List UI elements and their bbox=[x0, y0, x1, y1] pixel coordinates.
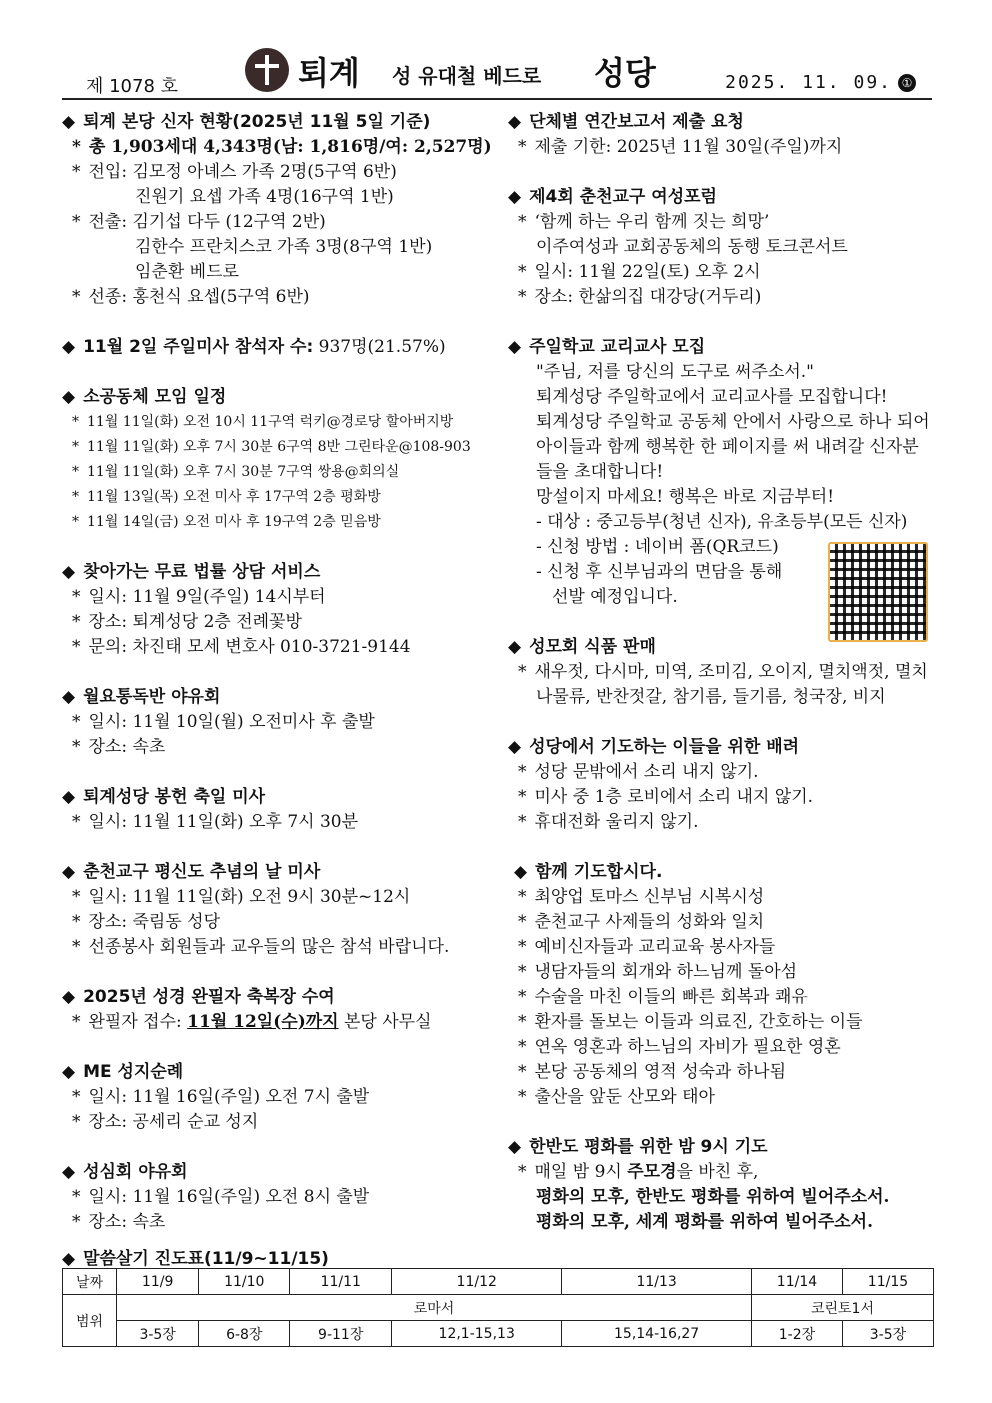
date-cell: 11/10 bbox=[199, 1269, 290, 1295]
section-title: ◆ 성모회 식품 판매 bbox=[508, 635, 938, 660]
list-item: * 장소: 죽림동 성당 bbox=[62, 910, 502, 935]
table-row bbox=[63, 1269, 934, 1295]
section-title: ◆ 단체별 연간보고서 제출 요청 bbox=[508, 110, 938, 135]
chapter-cell: 15,14-16,27 bbox=[562, 1321, 752, 1347]
section-title: ◆ 퇴계성당 봉헌 축일 미사 bbox=[62, 785, 502, 810]
list-item: * 일시: 11월 22일(토) 오후 2시 bbox=[508, 260, 938, 285]
list-item: * 제출 기한: 2025년 11월 30일(주일)까지 bbox=[508, 135, 938, 160]
row-label: 범위 bbox=[63, 1295, 117, 1347]
section-title: ◆ 성당에서 기도하는 이들을 위한 배려 bbox=[508, 735, 938, 760]
list-item: * 일시: 11월 9일(주일) 14시부터 bbox=[62, 585, 502, 610]
date-cell: 11/14 bbox=[751, 1269, 842, 1295]
list-item: * 미사 중 1층 로비에서 소리 내지 않기. bbox=[508, 785, 938, 810]
chapter-cell: 9-11장 bbox=[290, 1321, 392, 1347]
small-community-schedule bbox=[62, 385, 502, 535]
me-pilgrimage bbox=[62, 1060, 502, 1135]
chapter-cell: 1-2장 bbox=[751, 1321, 842, 1347]
list-item: * 11월 11일(화) 오전 10시 11구역 럭키@경로당 할아버지방 bbox=[62, 410, 502, 435]
date-cell: 11/15 bbox=[842, 1269, 933, 1295]
move-out-3: 임춘환 베드로 bbox=[135, 262, 239, 282]
list-item: * 11월 11일(화) 오후 7시 30분 6구역 8반 그린타운@108-903 bbox=[62, 435, 502, 460]
parishioner-status bbox=[62, 110, 502, 310]
move-in-2: 진원기 요셉 가족 4명(16구역 1반) bbox=[135, 187, 394, 207]
chapter-cell: 3-5장 bbox=[842, 1321, 933, 1347]
list-item: * 춘천교구 사제들의 성화와 일치 bbox=[508, 910, 938, 935]
left-column bbox=[62, 110, 502, 1260]
sacred-heart-picnic bbox=[62, 1160, 502, 1235]
text-line: - 신청 방법 : 네이버 폼(QR코드) bbox=[536, 537, 779, 557]
date-text: 2025. 11. 09. bbox=[725, 72, 892, 93]
book-cell: 코린토1서 bbox=[751, 1295, 933, 1321]
list-item: * 11월 14일(금) 오전 미사 후 19구역 2층 믿음방 bbox=[62, 510, 502, 535]
mass-attendance bbox=[62, 335, 502, 360]
page-mark: ① bbox=[898, 74, 916, 92]
total-count: * 총 1,903세대 4,343명(남: 1,816명/여: 2,527명) bbox=[62, 135, 502, 160]
memorial-mass bbox=[62, 860, 502, 960]
bulletin-header bbox=[62, 46, 932, 100]
text-line: 들을 초대합니다! bbox=[536, 462, 664, 482]
list-item: * 일시: 11월 11일(화) 오후 7시 30분 bbox=[62, 810, 502, 835]
attendance-value: 937명(21.57%) bbox=[318, 337, 446, 357]
legal-consultation bbox=[62, 560, 502, 660]
prayer-name: 주모경 bbox=[627, 1162, 677, 1182]
peace-prayer bbox=[508, 1135, 938, 1235]
list-item: * 냉담자들의 회개와 하느님께 돌아섬 bbox=[508, 960, 938, 985]
list-item: * 11월 11일(화) 오후 7시 30분 7구역 쌍용@회의실 bbox=[62, 460, 502, 485]
list-item: * 일시: 11월 11일(화) 오전 9시 30분~12시 bbox=[62, 885, 502, 910]
list-item: * 선종봉사 회원들과 교우들의 많은 참석 바랍니다. bbox=[62, 935, 502, 960]
qr-code-icon[interactable] bbox=[828, 542, 928, 642]
cross-logo-icon bbox=[245, 48, 289, 92]
chapter-cell: 12,1-15,13 bbox=[392, 1321, 562, 1347]
move-in: * 전입: 김모정 아녜스 가족 2명(5구역 6반) bbox=[62, 160, 502, 185]
section-title: ◆ 찾아가는 무료 법률 상담 서비스 bbox=[62, 560, 502, 585]
deadline: 11월 12일(수)까지 bbox=[187, 1012, 339, 1032]
move-out: * 전출: 김기섭 다두 (12구역 2반) bbox=[62, 210, 502, 235]
list-item: * 연옥 영혼과 하느님의 자비가 필요한 영혼 bbox=[508, 1035, 938, 1060]
list-item: * 일시: 11월 16일(주일) 오전 7시 출발 bbox=[62, 1085, 502, 1110]
text-line: 망설이지 마세요! 행복은 바로 지금부터! bbox=[536, 487, 835, 507]
prayer-line: 평화의 모후, 한반도 평화를 위하여 빌어주소서. bbox=[536, 1187, 890, 1207]
label: 완필자 접수: bbox=[88, 1012, 182, 1032]
row-label: 날짜 bbox=[63, 1269, 117, 1295]
right-column bbox=[508, 110, 938, 1260]
section-title: ◆ 주일학교 교리교사 모집 bbox=[508, 335, 938, 360]
date-cell: 11/11 bbox=[290, 1269, 392, 1295]
prayer-etiquette bbox=[508, 735, 938, 835]
list-item: * 11월 13일(목) 오전 미사 후 17구역 2층 평화방 bbox=[62, 485, 502, 510]
list-item bbox=[508, 1160, 938, 1185]
issue-date bbox=[725, 72, 916, 93]
text-line: 퇴계성당 주일학교에서 교리교사를 모집합니다! bbox=[536, 387, 888, 407]
text-line: - 신청 후 신부님과의 면담을 통해 bbox=[536, 562, 783, 582]
list-item: * 본당 공동체의 영적 성숙과 하나됨 bbox=[508, 1060, 938, 1085]
list-item: * 장소: 속초 bbox=[62, 1210, 502, 1235]
text-line: "주님, 저를 당신의 도구로 써주소서." bbox=[536, 362, 814, 382]
list-item: * 문의: 차진태 모세 변호사 010-3721-9144 bbox=[62, 635, 502, 660]
issue-number: 제 1078 호 bbox=[86, 76, 179, 97]
text: 매일 밤 9시 bbox=[534, 1162, 622, 1182]
section-title: ◆ 월요통독반 야유회 bbox=[62, 685, 502, 710]
section-title: ◆ 11월 2일 주일미사 참석자 수: bbox=[62, 337, 313, 357]
list-item: * 수술을 마친 이들의 빠른 회복과 쾌유 bbox=[508, 985, 938, 1010]
section-title: ◆ ME 성지순례 bbox=[62, 1060, 502, 1085]
date-cell: 11/12 bbox=[392, 1269, 562, 1295]
date-cell: 11/9 bbox=[117, 1269, 199, 1295]
book-cell: 로마서 bbox=[117, 1295, 752, 1321]
reading-schedule-table bbox=[62, 1268, 934, 1347]
bible-group-picnic bbox=[62, 685, 502, 760]
list-item: * 예비신자들과 교리교육 봉사자들 bbox=[508, 935, 938, 960]
prayer-line: 평화의 모후, 세계 평화를 위하여 빌어주소서. bbox=[536, 1212, 874, 1232]
section-title: ◆ 소공동체 모임 일정 bbox=[62, 385, 502, 410]
list-item: * 휴대전화 울리지 않기. bbox=[508, 810, 938, 835]
list-item: * 장소: 퇴계성당 2층 전례꽃방 bbox=[62, 610, 502, 635]
section-title: ◆ 한반도 평화를 위한 밤 9시 기도 bbox=[508, 1135, 938, 1160]
section-title: ◆ 제4회 춘천교구 여성포럼 bbox=[508, 185, 938, 210]
list-item: * 장소: 한삶의집 대강당(거두리) bbox=[508, 285, 938, 310]
list-item: * 성당 문밖에서 소리 내지 않기. bbox=[508, 760, 938, 785]
section-title: ◆ 퇴계 본당 신자 현황(2025년 11월 5일 기준) bbox=[62, 110, 502, 135]
list-item: * 새우젓, 다시마, 미역, 조미김, 오이지, 멸치액젓, 멸치 bbox=[508, 660, 938, 685]
list-item: 나물류, 반찬젓갈, 참기름, 들기름, 청국장, 비지 bbox=[536, 687, 886, 707]
text-line: - 대상 : 중고등부(청년 신자), 유초등부(모든 신자) bbox=[536, 512, 908, 532]
table-row bbox=[63, 1295, 934, 1321]
deceased: * 선종: 홍천식 요셉(5구역 6반) bbox=[62, 285, 502, 310]
food-sale bbox=[508, 635, 938, 710]
date-cell: 11/13 bbox=[562, 1269, 752, 1295]
text-line: 아이들과 함께 행복한 한 페이지를 써 내려갈 신자분 bbox=[536, 437, 919, 457]
move-out-2: 김한수 프란치스코 가족 3명(8구역 1반) bbox=[135, 237, 433, 257]
table-row bbox=[63, 1321, 934, 1347]
place: 본당 사무실 bbox=[344, 1012, 432, 1032]
dedication-mass bbox=[62, 785, 502, 835]
schedule-title: ◆ 말씀살기 진도표(11/9~11/15) bbox=[62, 1244, 329, 1269]
list-item: * ‘함께 하는 우리 함께 짓는 희망’ bbox=[508, 210, 938, 235]
women-forum bbox=[508, 185, 938, 310]
section-title: ◆ 성심회 야유회 bbox=[62, 1160, 502, 1185]
list-item: * 환자를 돌보는 이들과 의료진, 간호하는 이들 bbox=[508, 1010, 938, 1035]
text-line: 퇴계성당 주일학교 공동체 안에서 사랑으로 하나 되어 bbox=[536, 412, 930, 432]
parish-name: 퇴계 bbox=[298, 54, 360, 92]
list-item: * 일시: 11월 10일(월) 오전미사 후 출발 bbox=[62, 710, 502, 735]
list-item: * 최양업 토마스 신부님 시복시성 bbox=[508, 885, 938, 910]
section-title: ◆ 춘천교구 평신도 추념의 날 미사 bbox=[62, 860, 502, 885]
prayer-intentions bbox=[508, 860, 938, 1110]
section-title: ◆ 2025년 성경 완필자 축복장 수여 bbox=[62, 985, 502, 1010]
bible-completion bbox=[62, 985, 502, 1035]
section-title: ◆ 함께 기도합시다. bbox=[508, 860, 938, 885]
church-word: 성당 bbox=[594, 54, 656, 92]
list-item: 이주여성과 교회공동체의 동행 토크콘서트 bbox=[536, 237, 848, 257]
chapter-cell: 3-5장 bbox=[117, 1321, 199, 1347]
list-item: * 일시: 11월 16일(주일) 오전 8시 출발 bbox=[62, 1185, 502, 1210]
patron-saint: 성 유대철 베드로 bbox=[392, 64, 542, 88]
list-item bbox=[62, 1010, 502, 1035]
chapter-cell: 6-8장 bbox=[199, 1321, 290, 1347]
list-item: * 장소: 속초 bbox=[62, 735, 502, 760]
text-line: 선발 예정입니다. bbox=[552, 587, 678, 607]
text: 을 바친 후, bbox=[676, 1162, 759, 1182]
list-item: * 장소: 공세리 순교 성지 bbox=[62, 1110, 502, 1135]
list-item: * 출산을 앞둔 산모와 태아 bbox=[508, 1085, 938, 1110]
annual-report bbox=[508, 110, 938, 160]
